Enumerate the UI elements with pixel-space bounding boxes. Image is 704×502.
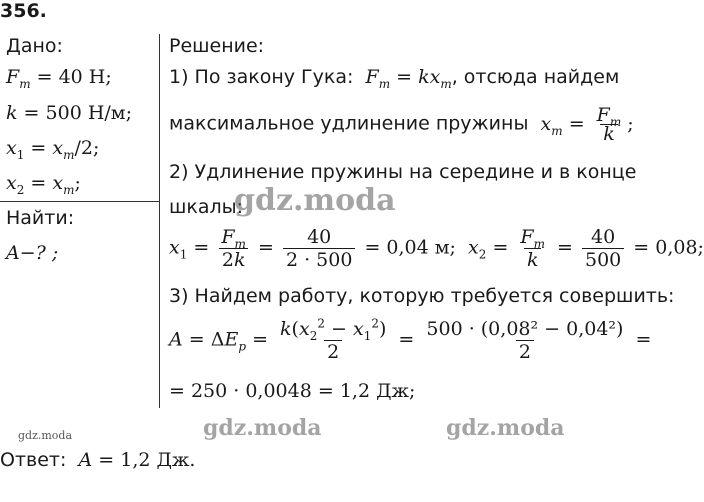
fraction-fm-over-k-2: $\frac{F_m}{k}$ [520, 226, 545, 271]
watermark-center: gdz.moda [234, 183, 396, 218]
given-x2: $x_2 = x_m$; [6, 172, 81, 197]
watermark-small: gdz.moda [18, 429, 73, 442]
fraction-work-symbolic: $\frac{k(x_2^2 - x_1^2)}{2}$ [280, 316, 387, 363]
solution-label: Решение: [169, 35, 265, 57]
watermark-bottom-mid: gdz.moda [203, 415, 322, 441]
fraction-x1-numeric: $\frac{40}{2 \cdot 500}$ [283, 226, 355, 271]
step2-line2: шкалы: [169, 196, 244, 218]
step1-line1: 1) По закону Гука: $F_m = kx_m$, отсюда найдем [169, 66, 620, 91]
final-calc: = 250 · 0,0048 = 1,2 Дж; [169, 380, 416, 402]
find-label: Найти: [6, 207, 75, 229]
find-item: A−? ; [6, 242, 59, 264]
given-label: Дано: [6, 35, 63, 57]
step2-line1: 2) Удлинение пружины на середине и в конце [169, 161, 637, 183]
horizontal-divider [0, 201, 159, 202]
work-formula-row: $A = \Delta E_p$ = $\frac{k(x_2^2 - x_1^2)}{2}$ = $\frac{\text{500 · (0,08² − 0,04²)}}{2}$ = [169, 316, 652, 363]
watermark-bottom-right: gdz.moda [446, 415, 565, 441]
step3-line: 3) Найдем работу, которую требуется совершить: [169, 285, 675, 307]
fraction-x2-numeric: $\frac{40}{500}$ [582, 226, 624, 271]
answer-line: Ответ: A = 1,2 Дж. [0, 449, 196, 471]
given-stiffness: k = 500 Н/м; [6, 102, 132, 124]
given-force: $F_m = 40$ Н; [6, 66, 112, 91]
problem-number: 356. [0, 0, 47, 22]
vertical-divider [159, 34, 160, 408]
x-values-row: $x_1$ = $\frac{F_m}{2k}$ = $\frac{40}{2 \cdot 500}$ = 0,04 м; $x_2$ = $\frac{F_m}{k}$ = $\frac{40}{500}$ = 0,08; [169, 226, 704, 271]
step1-line2: максимальное удлинение пружины $x_m$ = $\frac{F_m}{k}$ ; [169, 104, 634, 145]
fraction-work-numeric: $\frac{\text{500 · (0,08² − 0,04²)}}{2}$ [426, 318, 624, 363]
fraction-fm-over-k: $\frac{F_m}{k}$ [596, 104, 622, 145]
fraction-fm-over-2k: $\frac{F_m}{2k}$ [218, 226, 249, 271]
given-x1: $x_1 = x_m/2$; [6, 137, 100, 162]
